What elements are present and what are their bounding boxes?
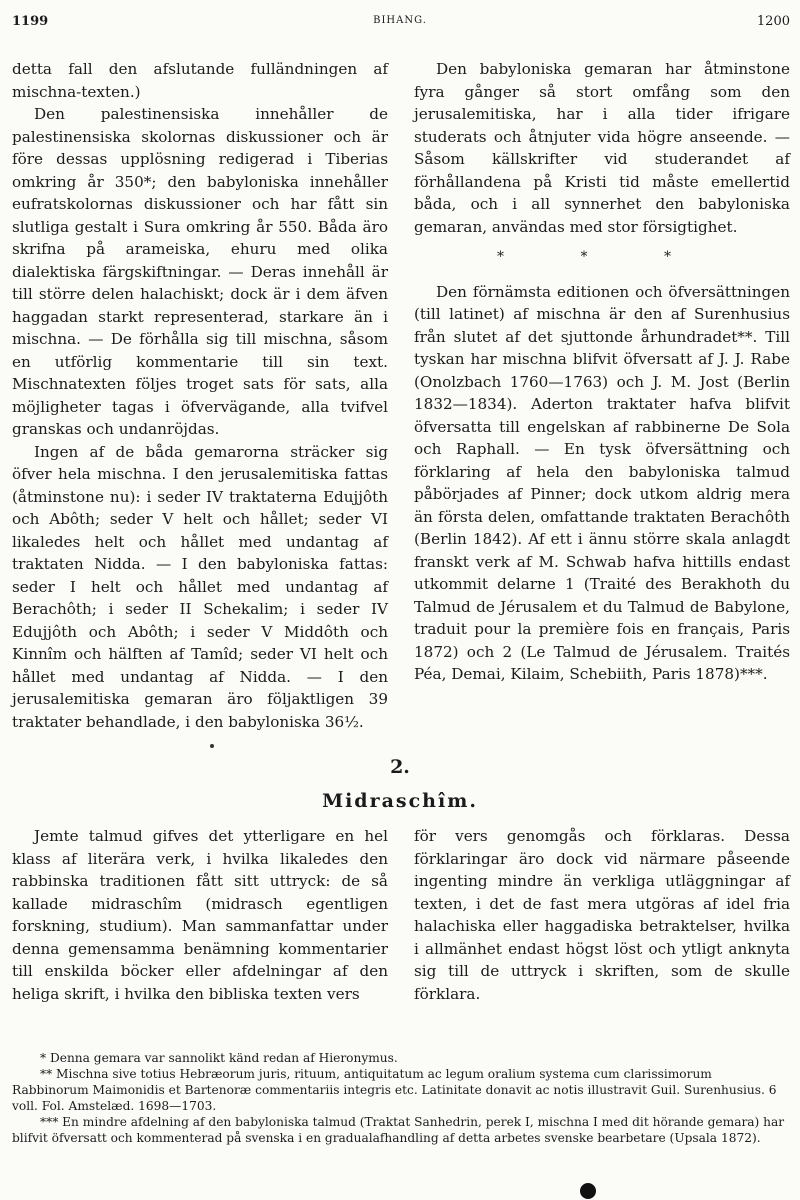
footnote: *** En mindre afdelning af den babyloniska talmud (Traktat Sanhedrin, perek I, mischna I med dit hörande gemara) har blifvit öfversatt och kommenterad på svenska i en gradualafhandling af detta arbetes svenske bearbetare (Upsala 1872). [12,1115,785,1145]
right-page-number: 1200 [756,14,790,29]
section-left-column [12,825,388,1005]
section-number: 2. [390,756,410,778]
paragraph: Jemte talmud gifves det ytterligare en hel klass af literära verk, i hvilka likaledes den rabbinska traditionen fått sitt uttryck: de så kallade midraschîm (midrasch egentligen forskning, studium). Man sammanfattar under denna gemensamma benämning kommentarier till enskilda böcker eller afdelningar af den heliga skrift, i hvilka den bibliska texten vers [12,827,388,1003]
paragraph: Den palestinensiska innehåller de palestinensiska skolornas diskussioner och är före dessas upplösning redigerad i Tiberias omkring år 350*; den babyloniska innehåller eufratskolornas diskussioner och har fått sin slutliga gestalt i Sura omkring år 550. Båda äro skrifna på arameiska, ehuru med olika dialektiska färgskiftningar. — Deras innehåll är till större delen halachiskt; dock är i dem äfven haggadan starkt representerad, starkare än i mischna. — De förhålla sig till mischna, såsom en utförlig kommentarie till sin text. Mischnatexten följes troget sats för sats, alla möjligheter tagas i öfvervägande, alla tvifvel granskas och undanröjdas. [12,105,388,438]
paragraph: Den babyloniska gemaran har åtminstone fyra gånger så stort omfång som den jerusalemitiska, har i alla tider ifrigare studerats och åtnjuter vida högre anseende. — Såsom källskrifter vid studerandet af förhållandena på Kristi tid måste emellertid båda, och i all synnerhet den babyloniska gemaran, användas med stor försigtighet. [414,60,790,236]
footnote: * Denna gemara var sannolikt känd redan af Hieronymus. [40,1051,398,1065]
page-header [8,14,792,34]
section-right-column [414,825,790,1005]
paragraph: för vers genomgås och förklaras. Dessa förklaringar äro dock vid närmare påseende ingenting mindre än verkliga utläggningar af texten, i det de fast mera utgöras af idel fria halachiska eller haggadiska betraktelser, hvilka i allmänhet endast högst löst och ytligt anknyta sig till de uttryck i skriften, som de skulle förklara. [414,827,790,1003]
left-page-number: 1199 [12,14,49,29]
paragraph: Den förnämsta editionen och öfversättningen (till latinet) af mischna är den af Surenhusius från slutet af det sjuttonde århundradet**. Till tyskan har mischna blifvit öfversatt af J. J. Rabe (Onolzbach 1760—1763) och J. M. Jost (Berlin 1832—1834). Aderton traktater hafva blifvit öfversatta till engelskan af rabbinerne De Sola och Raphall. — En tysk öfversättning och förklaring af hela den babyloniska talmud påbörjades af Pinner; dock utkom aldrig mera än första delen, omfattande traktaten Berachôth (Berlin 1842). Af ett i ännu större skala anlagdt franskt verk af M. Schwab hafva hittills endast utkommit delarne 1 (Traité des Berakhoth du Talmud de Jérusalem et du Talmud de Babylone, traduit pour la première fois en français, Paris 1872) och 2 (Le Talmud de Jérusalem. Traités Péa, Demai, Kilaim, Schebiith, Paris 1878)***. [414,282,790,683]
ink-blot [580,1183,596,1199]
paragraph: detta fall den afslutande fulländningen af mischna-texten.) [12,60,388,101]
right-column-text [414,58,790,686]
print-speck [210,744,214,748]
footnote: ** Mischna sive totius Hebræorum juris, rituum, antiquitatum ac legum oralium systema cum clarissimorum Rabbinorum Maimonidis et Bartenoræ commentariis integris etc. Latinitate donavit ac notis illustravit Guil. Surenhusius. 6 voll. Fol. Amstelæd. 1698—1703. [12,1067,777,1113]
section-stars-divider: * * * [497,249,707,265]
left-column-text [12,58,388,733]
running-title: BIHANG. [373,15,427,26]
section-title: Midraschîm. [322,790,478,812]
paragraph: Ingen af de båda gemarorna sträcker sig öfver hela mischna. I den jerusalemitiska fattas (åtminstone nu): i seder IV traktaterna Edujjôth och Abôth; seder V helt och hållet; seder VI likaledes helt och hållet med undantag af traktaten Nidda. — I den babyloniska fattas: seder I helt och hållet med undantag af Berachôth; i seder II Schekalim; i seder IV Edujjôth och Abôth; i seder V Middôth och Kinnîm och hälften af Tamîd; seder VI helt och hållet med undantag af Nidda. — I den jerusalemitiska gemaran äro följaktligen 39 traktater behandlade, i den babyloniska 36½. [12,442,388,731]
footnotes [12,1050,792,1146]
